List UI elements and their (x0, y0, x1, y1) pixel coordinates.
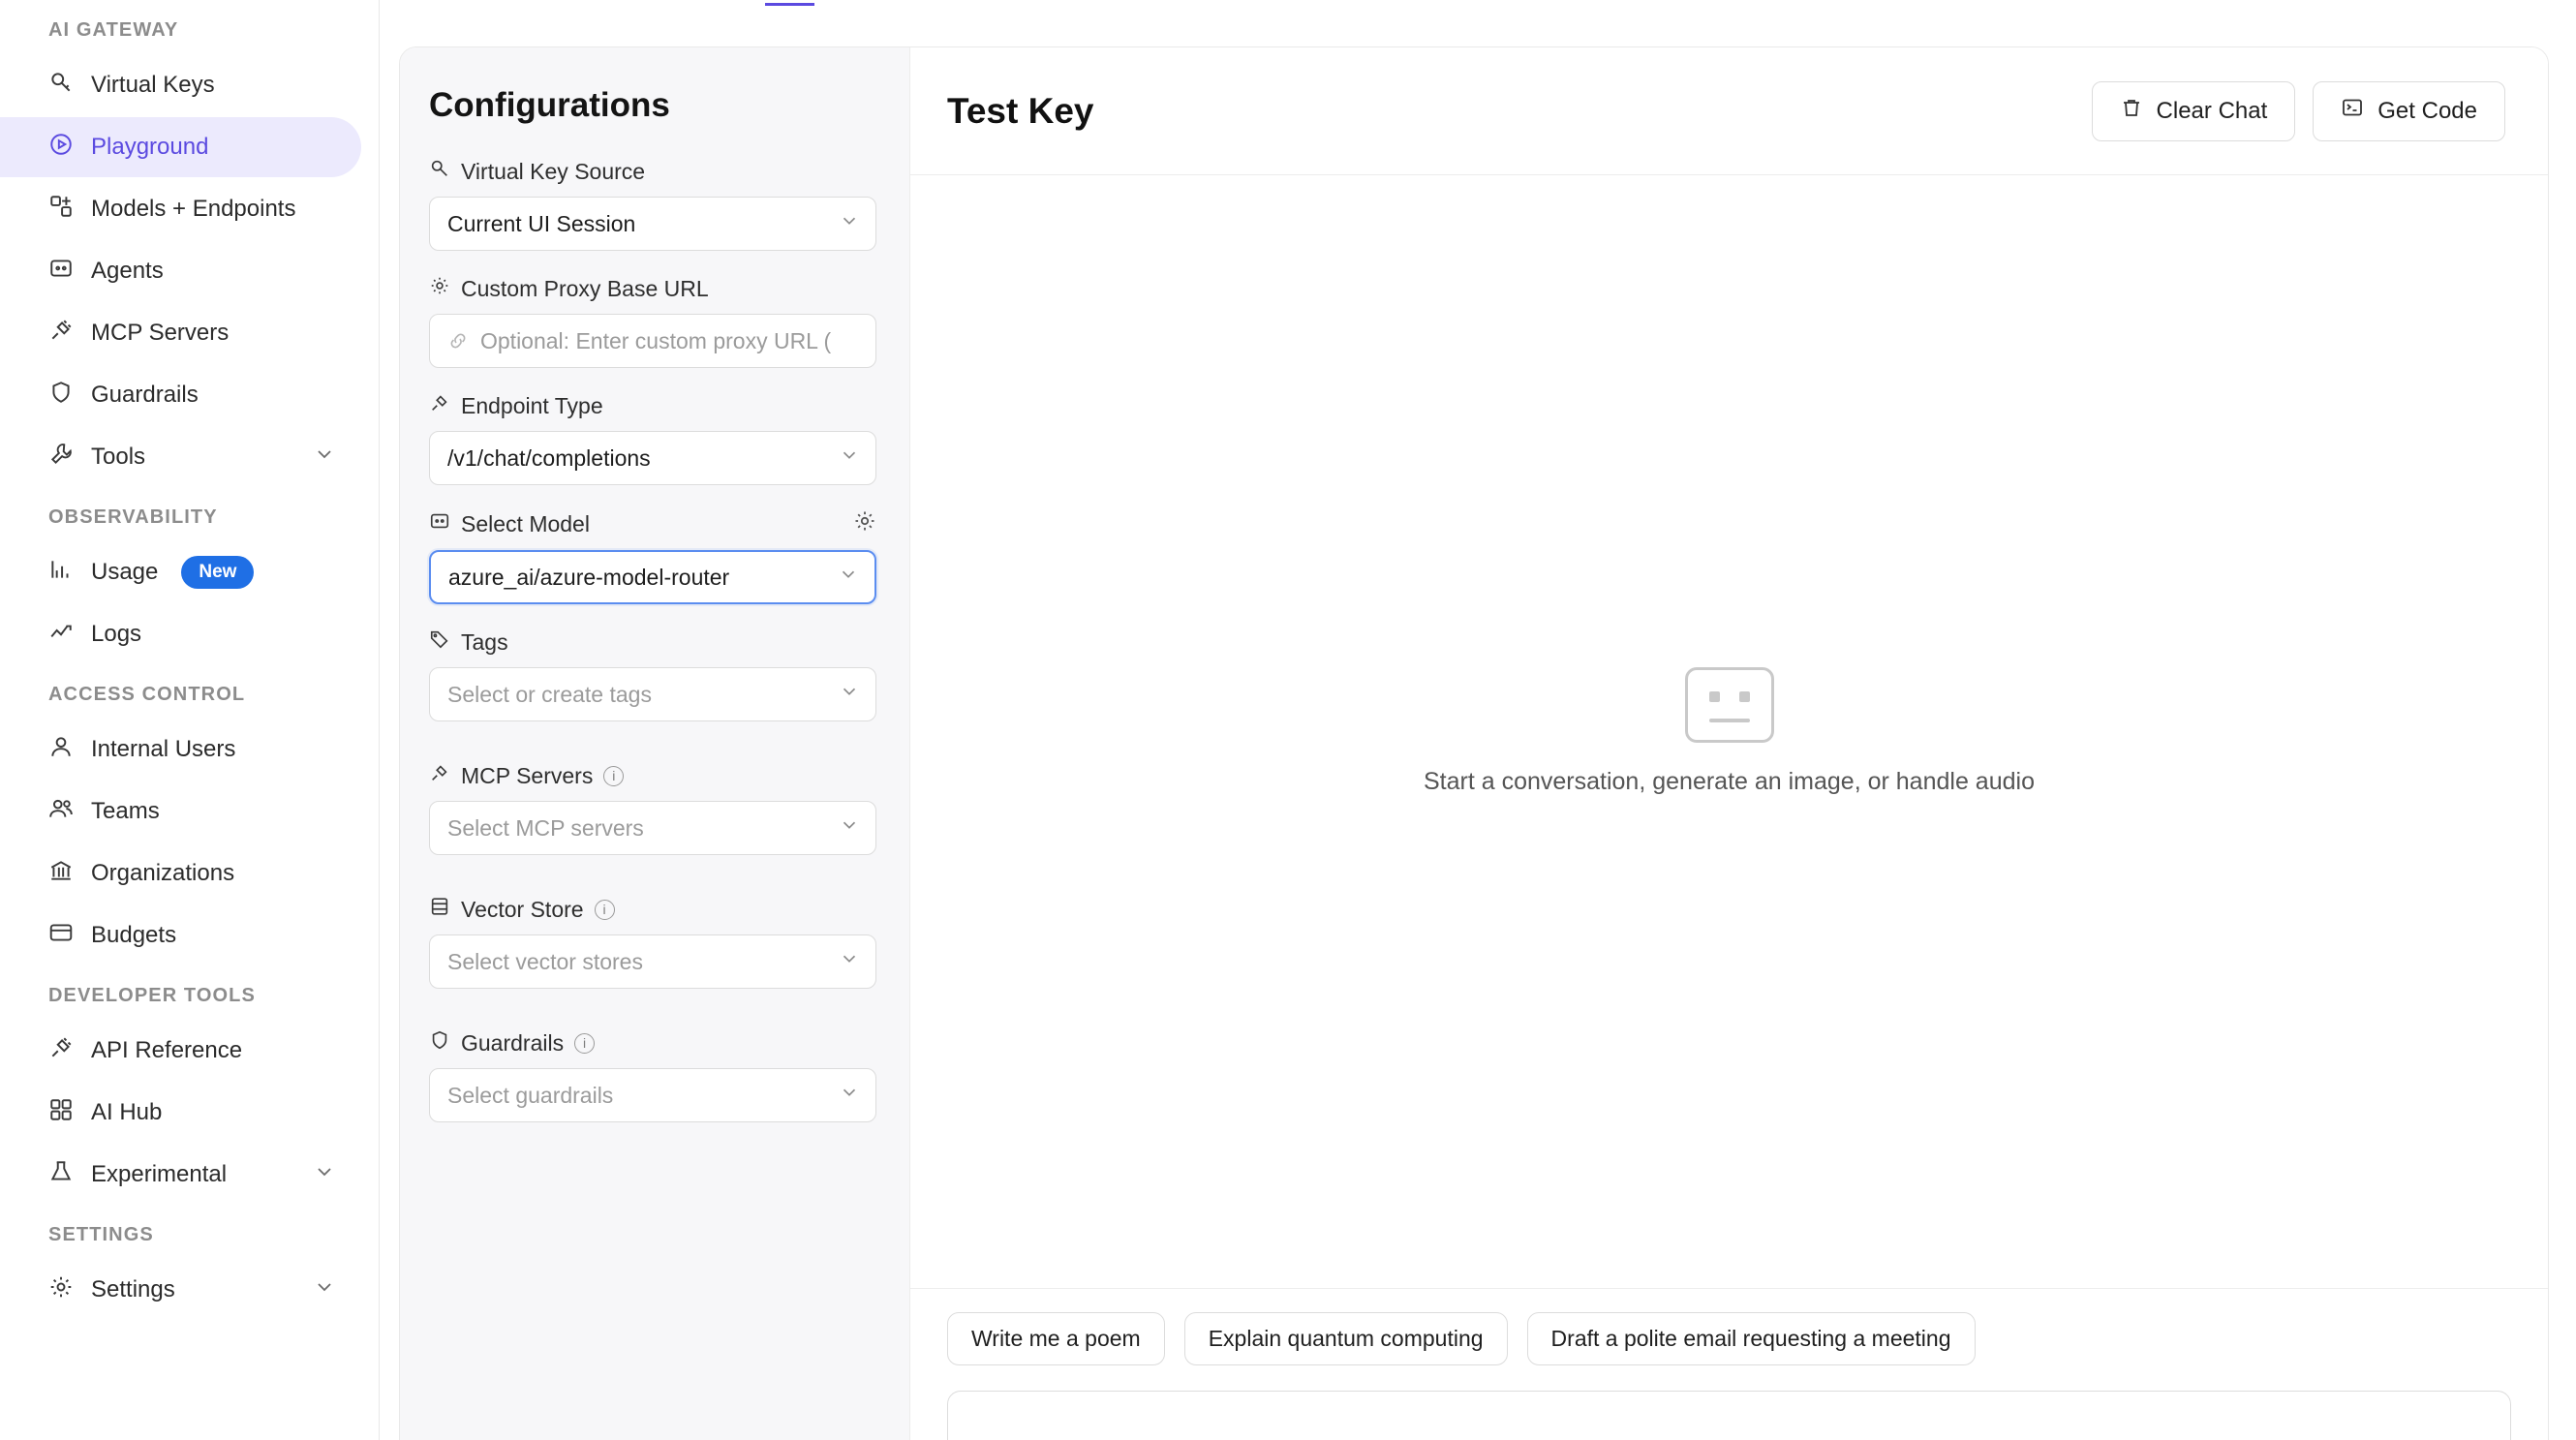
sidebar-section-access-control: ACCESS CONTROL (48, 684, 246, 705)
sidebar-item-experimental[interactable] (0, 1145, 361, 1205)
link-icon (447, 330, 469, 352)
playground-panel (399, 46, 2549, 1440)
field-vector-store (429, 896, 876, 989)
input-placeholder: Select guardrails (447, 1082, 614, 1108)
sidebar-item-label: Guardrails (91, 382, 199, 408)
database-icon (429, 896, 450, 923)
sidebar-item-organizations[interactable] (0, 843, 361, 904)
flask-icon (48, 1159, 74, 1191)
sidebar-item-label: Logs (91, 621, 142, 647)
field-mcp-servers (429, 762, 876, 855)
input-placeholder: Optional: Enter custom proxy URL ( (480, 327, 832, 353)
sidebar-item-label: Budgets (91, 922, 177, 948)
sidebar-item-guardrails[interactable] (0, 365, 361, 425)
configurations-title: Configurations (429, 86, 670, 124)
sidebar-item-tools[interactable] (0, 427, 361, 487)
bar-chart-icon (48, 557, 74, 589)
field-label-text: Endpoint Type (461, 392, 603, 418)
sidebar-item-teams[interactable] (0, 781, 361, 842)
sidebar-item-label: Models + Endpoints (91, 196, 296, 222)
page-title: Test Key (947, 90, 1094, 131)
sidebar-item-internal-users[interactable] (0, 720, 361, 780)
field-label (429, 392, 876, 419)
sidebar-section-developer-tools: DEVELOPER TOOLS (48, 985, 256, 1006)
sidebar-section-observability: OBSERVABILITY (48, 506, 218, 528)
grid-plus-icon (48, 194, 74, 226)
tab-compare[interactable] (859, 0, 955, 6)
terminal-icon (2341, 96, 2364, 126)
mcp-servers-select[interactable] (429, 801, 876, 855)
robot-icon (48, 256, 74, 288)
button-label: Clear Chat (2156, 97, 2268, 124)
field-endpoint-type (429, 392, 876, 485)
field-label-text: Guardrails (461, 1029, 565, 1056)
users-icon (48, 796, 74, 828)
sidebar-item-playground[interactable] (0, 117, 361, 177)
suggestion-chip[interactable]: Draft a polite email requesting a meeting (1527, 1312, 1976, 1365)
field-virtual-key-source (429, 158, 876, 251)
field-label-text: Select Model (461, 510, 590, 536)
sidebar-item-label: Settings (91, 1276, 175, 1302)
suggestion-chip[interactable]: Explain quantum computing (1184, 1312, 1508, 1365)
sidebar-item-mcp-servers[interactable] (0, 303, 361, 363)
input-placeholder: Select or create tags (447, 681, 652, 707)
sidebar (0, 0, 380, 1440)
sidebar-item-logs[interactable] (0, 604, 361, 664)
vector-store-select[interactable] (429, 934, 876, 989)
sidebar-item-label: Virtual Keys (91, 72, 215, 98)
empty-state-text: Start a conversation, generate an image, or handle audio (1424, 768, 2035, 795)
credit-card-icon (48, 920, 74, 952)
sidebar-item-label: Usage (91, 559, 159, 585)
sidebar-item-usage[interactable] (0, 542, 361, 602)
field-label (429, 1029, 876, 1057)
suggestion-chip[interactable]: Write me a poem (947, 1312, 1165, 1365)
field-label (429, 896, 876, 923)
clear-chat-button[interactable] (2092, 81, 2296, 141)
sidebar-item-label: Tools (91, 444, 146, 470)
sidebar-item-label: Playground (91, 134, 209, 160)
field-label (429, 275, 876, 302)
plug-icon (48, 1035, 74, 1067)
chat-footer (910, 1288, 2548, 1440)
input-placeholder: Select vector stores (447, 948, 643, 974)
field-select-model (429, 509, 876, 604)
sidebar-item-settings[interactable] (0, 1260, 361, 1320)
field-label (429, 628, 876, 656)
selected-value: azure_ai/azure-model-router (448, 564, 730, 590)
info-icon[interactable]: i (595, 900, 615, 920)
field-custom-proxy-base-url (429, 275, 876, 368)
key-icon (429, 158, 450, 185)
sidebar-section-settings: SETTINGS (48, 1224, 154, 1245)
chevron-down-icon (313, 1160, 336, 1190)
chevron-down-icon (839, 1082, 860, 1109)
sidebar-item-label: API Reference (91, 1037, 243, 1063)
playground-tabs (380, 0, 954, 6)
sidebar-item-label: AI Hub (91, 1099, 163, 1125)
gear-icon (429, 275, 450, 302)
sidebar-item-agents[interactable] (0, 241, 361, 301)
input-placeholder: Select MCP servers (447, 814, 644, 841)
chevron-down-icon (313, 443, 336, 473)
chat-panel (910, 47, 2548, 1440)
field-label-text: Vector Store (461, 896, 584, 922)
sidebar-item-label: Organizations (91, 860, 235, 886)
grid-icon (48, 1097, 74, 1129)
wrench-icon (48, 442, 74, 474)
selected-value: Current UI Session (447, 210, 636, 236)
chevron-down-icon (313, 1275, 336, 1305)
get-code-button[interactable] (2313, 81, 2505, 141)
sidebar-item-api-reference[interactable] (0, 1021, 361, 1081)
line-chart-icon (48, 619, 74, 651)
field-label (429, 158, 876, 185)
chat-input[interactable] (947, 1391, 2511, 1440)
chevron-down-icon (839, 210, 860, 237)
sidebar-item-label: MCP Servers (91, 320, 230, 346)
virtual-key-source-select[interactable] (429, 197, 876, 251)
sidebar-item-label: Experimental (91, 1161, 228, 1187)
bank-icon (48, 858, 74, 890)
robot-icon (429, 510, 450, 537)
field-label-text: Virtual Key Source (461, 158, 646, 184)
tags-select[interactable] (429, 667, 876, 721)
chat-header (910, 47, 2548, 175)
robot-face-icon (1685, 667, 1774, 743)
tab-chat[interactable] (765, 0, 814, 6)
field-tags (429, 628, 876, 721)
sidebar-item-models-endpoints[interactable] (0, 179, 361, 239)
status-badge-new: New (181, 556, 254, 589)
field-guardrails (429, 1029, 876, 1122)
sidebar-item-budgets[interactable] (0, 905, 361, 965)
sidebar-item-label: Agents (91, 258, 164, 284)
configurations-panel (400, 47, 910, 1440)
sidebar-item-ai-hub[interactable] (0, 1083, 361, 1143)
info-icon[interactable]: i (603, 766, 624, 786)
main-content (380, 0, 2576, 1440)
selected-value: /v1/chat/completions (447, 444, 651, 471)
endpoint-type-select[interactable] (429, 431, 876, 485)
plug-icon (48, 318, 74, 350)
button-label: Get Code (2377, 97, 2477, 124)
custom-proxy-base-url-input[interactable] (429, 314, 876, 368)
chevron-down-icon (838, 564, 859, 591)
field-label-text: Tags (461, 628, 508, 655)
gear-icon (48, 1274, 74, 1306)
shield-icon (429, 1029, 450, 1057)
sidebar-item-label: Teams (91, 798, 160, 824)
chat-empty-state (910, 175, 2548, 1288)
chevron-down-icon (839, 948, 860, 975)
chevron-down-icon (839, 681, 860, 708)
tag-icon (429, 628, 450, 656)
field-label-text: MCP Servers (461, 762, 594, 788)
trash-icon (2120, 96, 2143, 126)
plug-icon (429, 762, 450, 789)
chevron-down-icon (839, 814, 860, 842)
field-label-text: Custom Proxy Base URL (461, 275, 709, 301)
model-settings-gear-icon[interactable] (853, 509, 876, 538)
field-label (429, 762, 876, 789)
chevron-down-icon (839, 444, 860, 472)
plug-icon (429, 392, 450, 419)
model-select[interactable] (429, 550, 876, 604)
sidebar-item-label: Internal Users (91, 736, 236, 762)
shield-icon (48, 380, 74, 412)
field-label (429, 509, 876, 538)
key-icon (48, 70, 74, 102)
info-icon[interactable]: i (574, 1033, 595, 1054)
user-icon (48, 734, 74, 766)
sidebar-section-ai-gateway: AI GATEWAY (48, 19, 179, 41)
suggestion-chips (947, 1312, 2511, 1365)
guardrails-select[interactable] (429, 1068, 876, 1122)
play-circle-icon (48, 132, 74, 164)
sidebar-item-virtual-keys[interactable] (0, 55, 361, 115)
